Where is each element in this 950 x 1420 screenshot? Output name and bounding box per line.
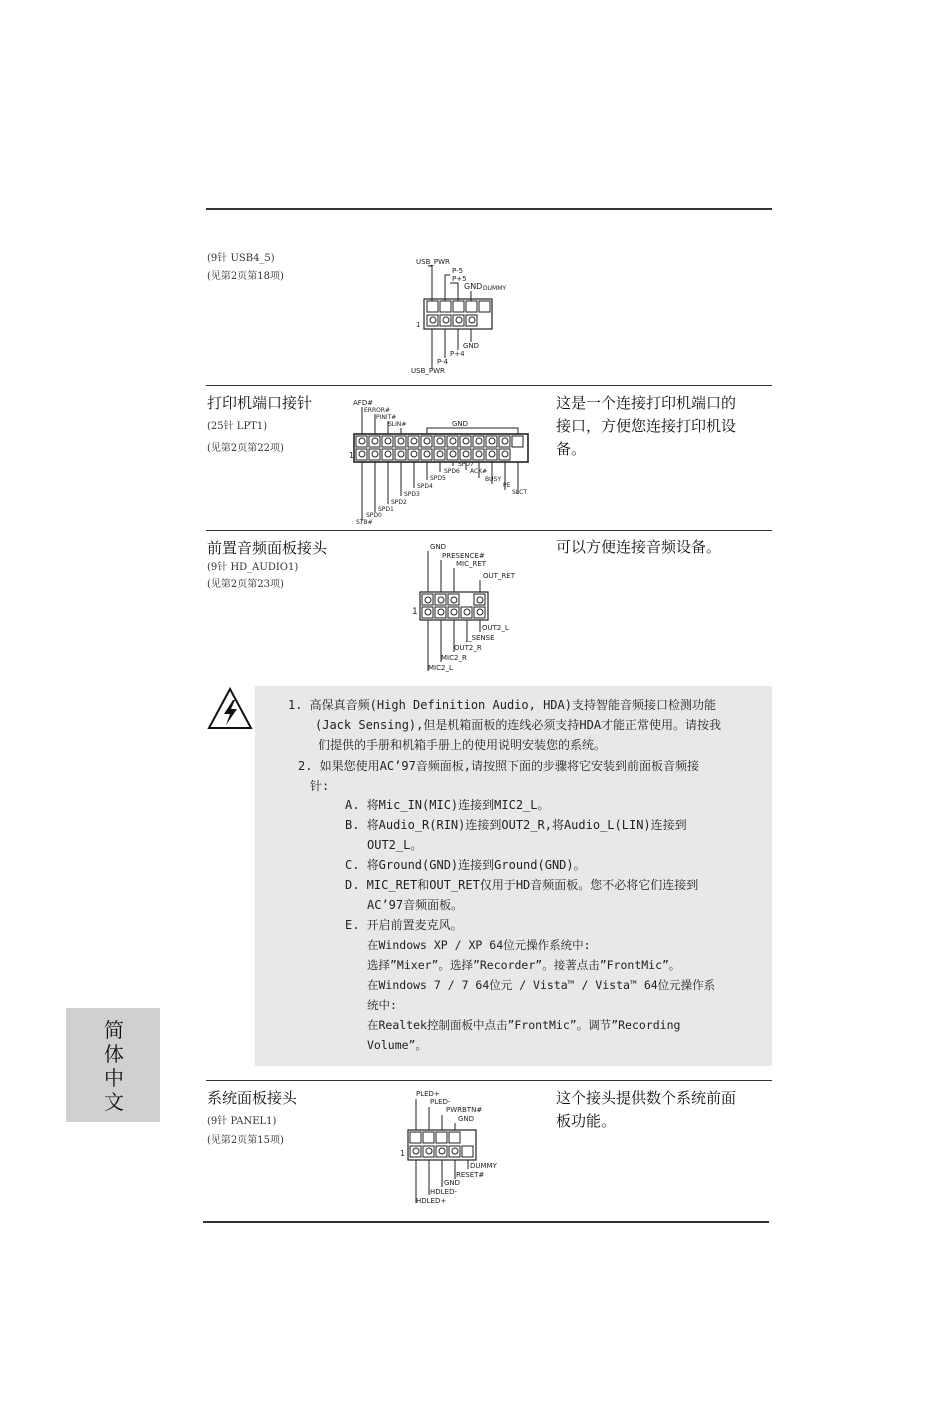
diag-label: MIC2_R [441, 654, 467, 662]
printer-ref: (见第2页第22项) [207, 443, 284, 454]
printer-description: 这是一个连接打印机端口的 接口，方便您连接打印机设 备。 [556, 394, 737, 458]
diag-label: P+4 [450, 350, 465, 358]
diag-label: DUMMY [483, 285, 507, 292]
diag-label: PLED+ [416, 1090, 440, 1098]
panel-title: 系统面板接头 [207, 1089, 298, 1107]
usb-ref: (见第2页第18项) [207, 271, 284, 282]
panel-ref: (见第2页第15项) [207, 1135, 284, 1146]
diag-label: RESET# [456, 1171, 485, 1179]
note-step-c: C. 将Ground(GND)连接到Ground(GND)。 [345, 858, 586, 872]
diag-label: 1 [416, 321, 421, 329]
divider [206, 530, 772, 531]
diag-label: GND [464, 282, 483, 291]
diag-label: OUT_RET [483, 572, 515, 580]
note-step-d: D. MIC_RET和OUT_RET仅用于HD音频面板。您不必将它们连接到 AC’97音频面板。 [345, 878, 699, 912]
panel-header-diagram [400, 1086, 504, 1208]
diag-label: SPD2 [391, 499, 407, 506]
note-2: 2. 如果您使用AC’97音频面板,请按照下面的步骤将它安装到前面板音频接 针: [298, 759, 700, 793]
diag-label: PWRBTN# [446, 1106, 483, 1114]
diag-label: ERROR# [364, 407, 391, 414]
diag-label: USB_PWR [411, 367, 445, 375]
note-1: 1. 高保真音频(High Definition Audio, HDA)支持智能音频接口检测功能 (Jack Sensing),但是机箱面板的连线必须支持HDA才能正常使用。请按我 们提供的手册和机箱手册上的使用说明安装您的系统。 [288, 698, 722, 752]
diag-label: AFD# [353, 399, 374, 407]
note-step-a: A. 将Mic_IN(MIC)连接到MIC2_L。 [345, 798, 550, 812]
diag-label: SPD4 [417, 483, 433, 490]
printer-pins: (25针 LPT1) [207, 421, 268, 432]
audio-pins: (9针 HD_AUDIO1) [207, 562, 299, 573]
language-tab-label: 简体中文 [104, 1018, 124, 1114]
diag-label: 1 [400, 1149, 406, 1158]
diag-label: SPD0 [366, 512, 382, 519]
diag-label: 1 [349, 451, 355, 460]
diag-label: J_SENSE [466, 634, 495, 642]
diag-label: PINIT# [376, 414, 397, 421]
diag-label: MIC2_L [428, 664, 453, 672]
diag-label: GND [452, 420, 469, 428]
diag-label: PE [503, 482, 511, 489]
diag-label: PLED- [430, 1098, 451, 1106]
diag-label: ACK# [470, 468, 488, 475]
diag-label: SPD7 [458, 461, 474, 468]
divider [206, 1080, 772, 1081]
diag-label: GND [458, 1115, 475, 1123]
diag-label: SPD5 [430, 475, 446, 482]
audio-header-diagram [410, 540, 522, 674]
diag-label: HDLED- [430, 1188, 457, 1196]
note-step-b: B. 将Audio_R(RIN)连接到OUT2_R,将Audio_L(LIN)连接到 OUT2_L。 [345, 818, 687, 852]
diag-label: SPD6 [444, 468, 460, 475]
diag-label: P-4 [437, 358, 449, 366]
usb-pins: (9针 USB4_5) [207, 253, 275, 264]
audio-ref: (见第2页第23项) [207, 579, 284, 590]
note-step-e: E. 开启前置麦克风。 [345, 918, 463, 932]
diag-label: GND [430, 543, 447, 551]
printer-header-diagram [348, 396, 534, 526]
diag-label: BUSY [485, 476, 501, 483]
diag-label: P-5 [452, 267, 464, 275]
warning-icon [206, 686, 254, 732]
audio-description: 可以方便连接音频设备。 [556, 538, 722, 556]
panel-description: 这个接头提供数个系统前面 板功能。 [556, 1089, 737, 1130]
diag-label: OUT2_R [454, 644, 482, 652]
bottom-rule [203, 1221, 769, 1223]
diag-label: P+5 [452, 275, 467, 283]
diag-label: PRESENCE# [442, 552, 485, 560]
diag-label: SPD1 [378, 506, 394, 513]
diag-label: SLCT [512, 489, 528, 496]
diag-label: STB# [356, 519, 373, 526]
diag-label: GND [444, 1179, 461, 1187]
diag-label: USB_PWR [416, 258, 450, 266]
diag-label: SLIN# [388, 421, 407, 428]
diag-label: SPD3 [404, 491, 420, 498]
diag-label: OUT2_L [482, 624, 509, 632]
usb-header-diagram [408, 254, 518, 376]
printer-title: 打印机端口接针 [207, 394, 313, 412]
audio-title: 前置音频面板接头 [207, 539, 328, 557]
diag-label: GND [463, 342, 480, 350]
diag-label: MIC_RET [456, 560, 487, 568]
diag-label: HDLED+ [416, 1197, 447, 1205]
diag-label: DUMMY [470, 1162, 497, 1170]
top-rule [206, 208, 772, 210]
diag-label: 1 [412, 607, 418, 617]
divider [206, 385, 772, 386]
note-step-e-detail: 在Windows XP / XP 64位元操作系统中: 选择”Mixer”。选择”Recorder”。接著点击”FrontMic”。 在Windows 7 / 7 64位元 / Vista™ / Vista™ 64位元操作系 统中: 在Realtek控制面板中点击”FrontMic”。调节”Recording Volume”。 [367, 938, 716, 1052]
panel-pins: (9针 PANEL1) [207, 1116, 277, 1127]
